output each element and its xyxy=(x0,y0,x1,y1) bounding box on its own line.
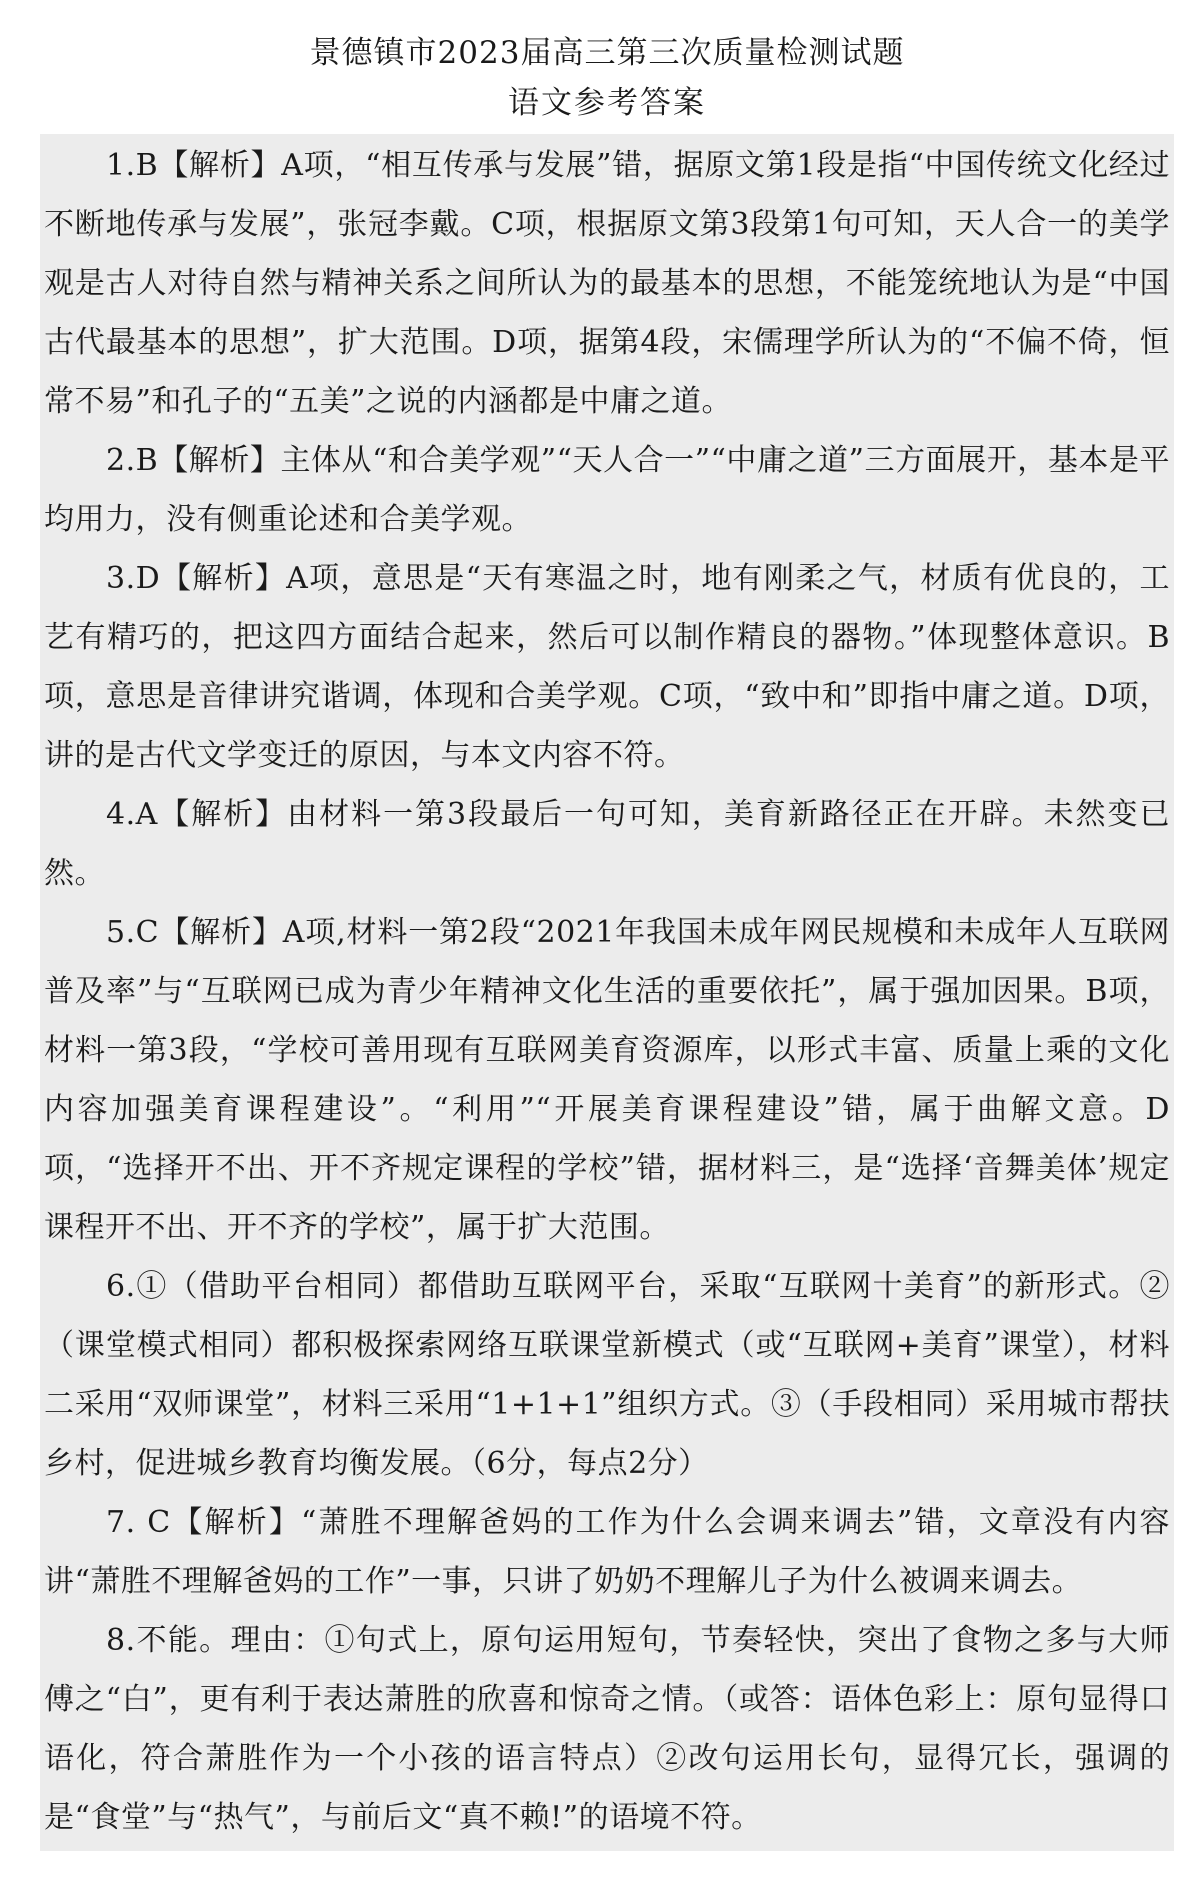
answer-number: 5.C xyxy=(106,915,160,950)
answer-item-2 xyxy=(44,431,1170,549)
answer-number: 8. xyxy=(106,1623,136,1658)
document-title: 景德镇市2023届高三第三次质量检测试题 xyxy=(309,35,905,71)
answer-item-7 xyxy=(44,1493,1170,1611)
analysis-tag: 【解析】 xyxy=(157,797,288,832)
answer-text: 主体从“和合美学观”“天人合一”“中庸之道”三方面展开，基本是平均用力，没有侧重论述和合美学观。 xyxy=(44,443,1170,537)
analysis-tag: 【解析】 xyxy=(170,1505,301,1540)
answer-number: 1.B xyxy=(106,148,159,183)
answer-item-5 xyxy=(44,903,1170,1257)
answer-text: A项，“相互传承与发展”错，据原文第1段是指“中国传统文化经过不断地传承与发展”，张冠李戴。C项，根据原文第3段第1句可知，天人合一的美学观是古人对待自然与精神关系之间所认为的最基本的思想，不能笼统地认为是“中国古代最基本的思想”，扩大范围。D项，据第4段，宋儒理学所认为的“不偏不倚，恒常不易”和孔子的“五美”之说的内涵都是中庸之道。 xyxy=(44,148,1171,419)
answer-text: A项，意思是“天有寒温之时，地有刚柔之气，材质有优良的，工艺有精巧的，把这四方面结合起来，然后可以制作精良的器物。”体现整体意识。B项，意思是音律讲究谐调，体现和合美学观。C项，“致中和”即指中庸之道。D项，讲的是古代文学变迁的原因，与本文内容不符。 xyxy=(44,561,1170,773)
answer-item-3 xyxy=(44,549,1170,785)
answer-item-1 xyxy=(44,136,1170,431)
answer-list xyxy=(40,134,1174,1851)
answer-text: 不能。理由：①句式上，原句运用短句，节奏轻快，突出了食物之多与大师傅之“白”，更有利于表达萧胜的欣喜和惊奇之情。（或答：语体色彩上：原句显得口语化，符合萧胜作为一个小孩的语言特点）②改句运用长句，显得冗长，强调的是“食堂”与“热气”，与前后文“真不赖!”的语境不符。 xyxy=(44,1623,1170,1835)
answer-number: 4.A xyxy=(106,797,158,832)
analysis-tag: 【解析】 xyxy=(159,915,283,950)
answer-item-6 xyxy=(44,1257,1170,1493)
answer-number: 3.D xyxy=(106,561,161,596)
analysis-tag: 【解析】 xyxy=(160,561,287,596)
answer-number: 2.B xyxy=(106,443,159,478)
answer-item-8 xyxy=(44,1611,1170,1847)
answer-number: 7. C xyxy=(106,1505,171,1540)
analysis-tag: 【解析】 xyxy=(158,148,282,183)
answer-item-4 xyxy=(44,785,1170,903)
answer-text: A项,材料一第2段“2021年我国未成年网民规模和未成年人互联网普及率”与“互联网已成为青少年精神文化生活的重要依托”，属于强加因果。B项，材料一第3段，“学校可善用现有互联网美育资源库，以形式丰富、质量上乘的文化内容加强美育课程建设”。“利用”“开展美育课程建设”错，属于曲解文意。D项，“选择开不出、开不齐规定课程的学校”错，据材料三，是“选择‘音舞美体’规定课程开不出、开不齐的学校”，属于扩大范围。 xyxy=(44,915,1170,1245)
answer-number: 6. xyxy=(106,1269,136,1304)
analysis-tag: 【解析】 xyxy=(158,443,281,478)
document-subtitle: 语文参考答案 xyxy=(508,85,706,121)
answer-text: “萧胜不理解爸妈的工作为什么会调来调去”错，文章没有内容讲“萧胜不理解爸妈的工作”一事，只讲了奶奶不理解儿子为什么被调来调去。 xyxy=(44,1505,1170,1599)
answer-text: ①（借助平台相同）都借助互联网平台，采取“互联网十美育”的新形式。②（课堂模式相同）都积极探索网络互联课堂新模式（或“互联网+美育”课堂），材料二采用“双师课堂”，材料三采用“1+1+1”组织方式。③（手段相同）采用城市帮扶乡村，促进城乡教育均衡发展。（6分，每点2分） xyxy=(44,1269,1170,1481)
answer-text: 由材料一第3段最后一句可知，美育新路径正在开辟。未然变已然。 xyxy=(44,797,1171,891)
